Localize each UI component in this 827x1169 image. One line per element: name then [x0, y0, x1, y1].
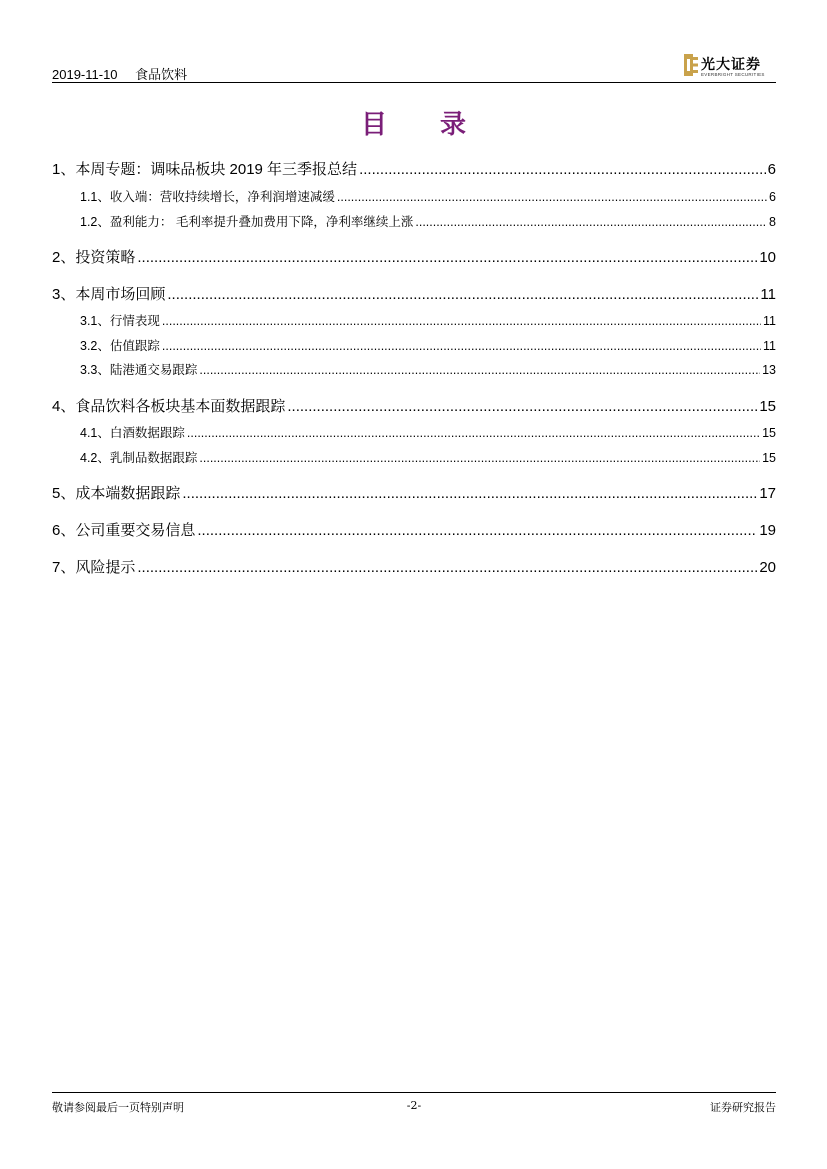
- footer-disclaimer: 敬请参阅最后一页特别声明: [52, 1101, 184, 1114]
- toc-subentry[interactable]: [52, 187, 776, 203]
- toc-subentry[interactable]: [52, 212, 776, 228]
- toc-entry-label: 本周专题：调味品板块 2019 年三季报总结: [75, 161, 358, 178]
- toc-entry-number: 4.1、: [80, 426, 110, 440]
- toc-entry-page: 8: [769, 215, 776, 229]
- toc-entry-page: 11: [760, 286, 776, 303]
- toc-entry-page: 10: [759, 249, 776, 266]
- toc-leader-dots: [359, 161, 766, 178]
- toc-leader-dots: [182, 485, 757, 502]
- toc-entry-number: 4、: [52, 398, 76, 415]
- toc-entry-label: 公司重要交易信息: [75, 522, 196, 539]
- toc-entry-page: 11: [763, 314, 776, 328]
- toc-leader-dots: [415, 215, 767, 229]
- toc-entry-label: 本周市场回顾: [75, 286, 166, 303]
- toc-entry-page: 19: [759, 522, 776, 539]
- toc-subentry[interactable]: [52, 336, 776, 352]
- toc-leader-dots: [167, 286, 758, 303]
- toc-entry-number: 4.2、: [80, 451, 110, 465]
- toc-leader-dots: [337, 190, 767, 204]
- toc-entry-number: 7、: [52, 559, 76, 576]
- toc-entry-page: 6: [769, 190, 776, 204]
- logo-text: 光大证券: [701, 57, 761, 73]
- toc-entry-label: 陆港通交易跟踪: [109, 363, 198, 377]
- toc-entry-number: 1、: [52, 161, 76, 178]
- footer-report-type: 证券研究报告: [710, 1101, 776, 1114]
- toc-entry-label: 食品饮料各板块基本面数据跟踪: [75, 398, 286, 415]
- toc-subentry[interactable]: [52, 448, 776, 464]
- toc-entry-number: 1.2、: [80, 215, 110, 229]
- toc-entry-number: 6、: [52, 522, 76, 539]
- toc-entry-page: 17: [759, 485, 776, 502]
- toc-entry-label: 白酒数据跟踪: [109, 426, 185, 440]
- toc-entry[interactable]: [52, 482, 776, 502]
- toc-entry-page: 6: [767, 161, 776, 178]
- report-sector: 食品饮料: [135, 67, 188, 82]
- toc-entry[interactable]: [52, 556, 776, 576]
- toc-entry-page: 13: [762, 363, 776, 377]
- toc-leader-dots: [137, 559, 757, 576]
- logo-subtext: EVERBRIGHT SECURITIES: [701, 72, 765, 77]
- toc-entry-number: 1.1、: [80, 190, 110, 204]
- toc-entry-page: 15: [759, 398, 776, 415]
- toc-leader-dots: [187, 426, 760, 440]
- toc-entry[interactable]: [52, 395, 776, 415]
- toc-entry-number: 2、: [52, 249, 76, 266]
- everbright-logo-icon: [684, 54, 698, 76]
- toc-title: 目 录: [360, 110, 489, 140]
- toc-entry-label: 投资策略: [75, 249, 136, 266]
- toc-entry-page: 15: [762, 451, 776, 465]
- page-header: [52, 52, 776, 83]
- toc-leader-dots: [162, 314, 761, 328]
- toc-entry-label: 乳制品数据跟踪: [109, 451, 198, 465]
- toc-leader-dots: [199, 451, 760, 465]
- toc-subentry[interactable]: [52, 423, 776, 439]
- header-info: [52, 64, 187, 83]
- toc-entry-label: 成本端数据跟踪: [75, 485, 181, 502]
- toc-entry[interactable]: [52, 246, 776, 266]
- toc-subentry[interactable]: [52, 360, 776, 376]
- toc-entry[interactable]: [52, 283, 776, 303]
- toc-entry-label: 盈利能力： 毛利率提升叠加费用下降，净利率继续上涨: [109, 215, 414, 229]
- toc-entry-number: 3.3、: [80, 363, 110, 377]
- toc-entry-number: 3.1、: [80, 314, 110, 328]
- toc-entry[interactable]: [52, 158, 776, 178]
- footer-page-number: -2-: [406, 1099, 422, 1112]
- toc-entry-page: 20: [759, 559, 776, 576]
- toc-entry-label: 收入端：营收持续增长，净利润增速减缓: [109, 190, 335, 204]
- toc-leader-dots: [287, 398, 757, 415]
- toc-leader-dots: [137, 249, 757, 266]
- toc-entry-number: 3、: [52, 286, 76, 303]
- toc-entry-label: 风险提示: [75, 559, 136, 576]
- toc-entry-number: 3.2、: [80, 339, 110, 353]
- toc-entry-label: 估值跟踪: [109, 339, 160, 353]
- report-date: 2019-11-10: [52, 67, 118, 82]
- toc-leader-dots: [197, 522, 757, 539]
- page-footer: [52, 1092, 776, 1119]
- toc-entry[interactable]: [52, 519, 776, 539]
- toc-entry-number: 5、: [52, 485, 76, 502]
- toc-entry-page: 15: [762, 426, 776, 440]
- toc-leader-dots: [162, 339, 761, 353]
- toc-entry-page: 11: [763, 339, 776, 353]
- everbright-logo: [684, 54, 774, 80]
- toc-entry-label: 行情表现: [109, 314, 160, 328]
- toc-subentry[interactable]: [52, 311, 776, 327]
- toc-leader-dots: [199, 363, 760, 377]
